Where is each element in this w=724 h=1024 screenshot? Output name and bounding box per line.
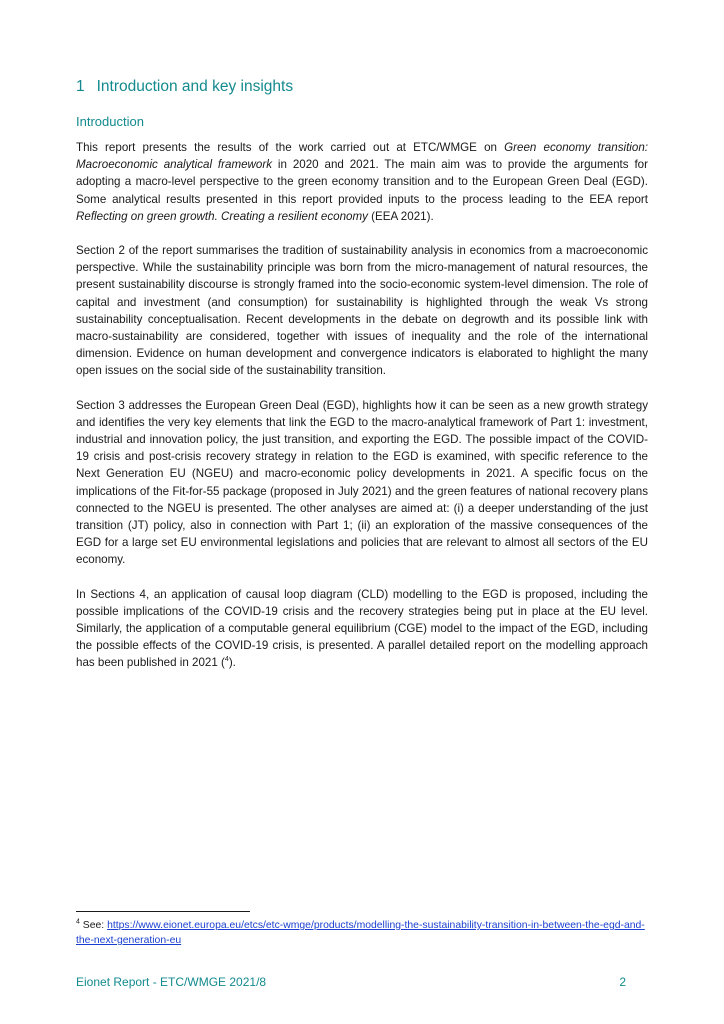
section-number: 1 bbox=[76, 78, 85, 95]
paragraph-2: Section 2 of the report summarises the tradition of sustainability analysis in economics from a macroeconomic perspective. While the sustainability principle was born from the micro-management of natural resources, the present sustainability discourse is strongly framed into the socio-economic system-level dimension. The role of capital and investment (and consumption) for sustainability is highlighted through the weak Vs strong sustainability conceptualisation. Recent developments in the debate on degrowth and its possible link with macro-sustainability are considered, together with issues of inequality and the role of the international dimension. Evidence on human development and convergence indicators is elaborated to highlight the many open issues on the social side of the sustainability transition. bbox=[76, 244, 648, 378]
paragraph-1: This report presents the results of the work carried out at ETC/WMGE on Green economy transition: Macroeconomic analytical framework in 2020 and 2021. The main aim was to provide the arguments for adopting a macro-level perspective to the green economy transition and to the European Green Deal (EGD). Some analytical results presented in this report provided inputs to the process leading to the EEA report Reflecting on green growth. Creating a resilient economy (EEA 2021). bbox=[76, 141, 648, 223]
eea-report-title-italic: Reflecting on green growth. Creating a resilient economy bbox=[76, 209, 368, 223]
paragraph-4: In Sections 4, an application of causal loop diagram (CLD) modelling to the EGD is proposed, including the possible implications of the COVID-19 crisis and the recovery strategies being put in place at the EU level. Similarly, the application of a computable general equilibrium (CGE) model to the impact of the EGD, including the possible effects of the COVID-19 crisis, is presented. A parallel detailed report on the modelling approach has been published in 2021 ($^4$). bbox=[76, 587, 648, 670]
footer-report-id: Eionet Report - ETC/WMGE 2021/8 bbox=[76, 975, 267, 989]
footnote-link[interactable]: https://www.eionet.europa.eu/etcs/etc-wmge/products/modelling-the-sustainability-transition-in-between-the-egd-and-the-next-generation-eu bbox=[76, 920, 645, 946]
section-heading bbox=[76, 78, 293, 96]
footnote: $^4$ See: https://www.eionet.europa.eu/etcs/etc-wmge/products/modelling-the-sustainability-transition-in-between-the-egd-and-the-next-generation-eu bbox=[76, 918, 645, 946]
report-title-italic: Green economy transition: Macroeconomic analytical framework bbox=[76, 141, 648, 172]
section-title: Introduction and key insights bbox=[96, 78, 294, 95]
footnote-separator bbox=[76, 911, 250, 912]
page-number: 2 bbox=[619, 975, 626, 989]
footnote-reference[interactable]: 4 bbox=[224, 656, 229, 664]
page-footer bbox=[76, 975, 626, 989]
subsection-heading: Introduction bbox=[76, 114, 144, 129]
body-text bbox=[76, 139, 648, 689]
footnote-number: 4 bbox=[76, 918, 80, 926]
report-page bbox=[76, 0, 648, 1024]
paragraph-3: Section 3 addresses the European Green Deal (EGD), highlights how it can be seen as a new growth strategy and identifies the very key elements that link the EGD to the macro-analytical framework of Part 1: investment, industrial and innovation policy, the just transition, and exporting the EGD. The possible impact of the COVID-19 crisis and post-crisis recovery strategy in relation to the EGD is examined, with specific reference to the Next Generation EU (NGEU) and macro-economic policy developments in 2021. A specific focus on the implications of the Fit-for-55 package (proposed in July 2021) and the green features of national recovery plans connected to the NGEU is presented. The other analyses are aimed at: (i) a deeper understanding of the just transition (JT) policy, also in connection with Part 1; (ii) an exploration of the massive consequences of the EGD for a large set EU environmental legislations and policies that are relevant to almost all sectors of the EU economy. bbox=[76, 398, 648, 567]
